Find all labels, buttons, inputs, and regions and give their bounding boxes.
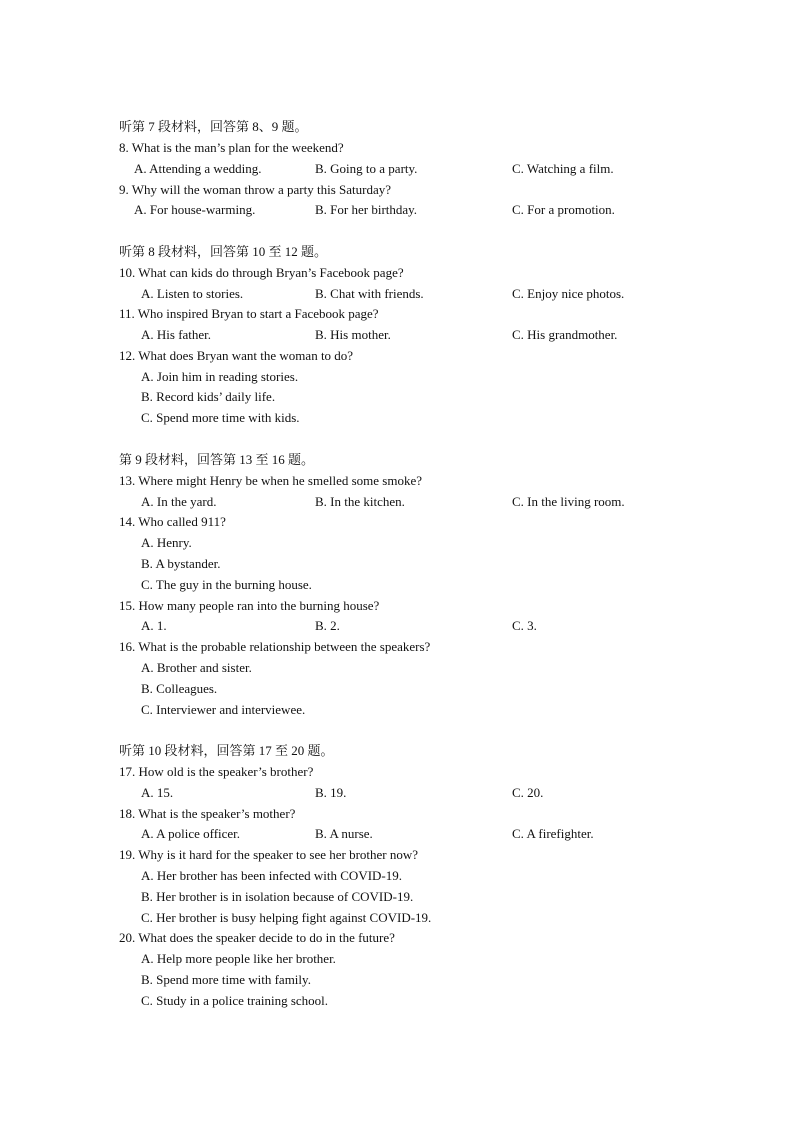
question-text: 20. What does the speaker decide to do in the future? (119, 930, 395, 945)
option-row (0, 200, 794, 220)
option-b: B. Chat with friends. (315, 286, 424, 301)
question-stem (0, 845, 794, 865)
option-b: B. A nurse. (315, 826, 373, 841)
option-a: A. In the yard. (141, 494, 217, 509)
option-c: C. 20. (512, 785, 544, 800)
question-text: 11. Who inspired Bryan to start a Facebook page? (119, 306, 379, 321)
question-stem (0, 180, 794, 200)
section-heading (0, 117, 794, 137)
option-row (0, 325, 794, 345)
option-row (0, 908, 794, 928)
option-c: C. In the living room. (512, 494, 625, 509)
option-a: A. His father. (141, 327, 212, 342)
option-a: A. A police officer. (141, 826, 241, 841)
option-row (0, 387, 794, 407)
option-row (0, 575, 794, 595)
option-b: B. 19. (315, 785, 347, 800)
question-text: 19. Why is it hard for the speaker to see her brother now? (119, 847, 419, 862)
section-heading (0, 242, 794, 262)
option-c: C. Interviewer and interviewee. (141, 702, 306, 717)
option-row (0, 783, 794, 803)
question-stem (0, 471, 794, 491)
option-a: A. 15. (141, 785, 174, 800)
option-c: C. His grandmother. (512, 327, 618, 342)
option-row (0, 949, 794, 969)
question-text: 12. What does Bryan want the woman to do? (119, 348, 354, 363)
option-row (0, 970, 794, 990)
section-heading (0, 741, 794, 761)
section-heading-text: 听第 7 段材料，回答第 8、9 题。 (119, 119, 308, 134)
option-b: B. Going to a party. (315, 161, 418, 176)
question-stem (0, 346, 794, 366)
option-a: A. 1. (141, 618, 167, 633)
option-row (0, 887, 794, 907)
question-stem (0, 928, 794, 948)
option-b: B. Record kids’ daily life. (141, 389, 276, 404)
option-row (0, 367, 794, 387)
option-b: B. Colleagues. (141, 681, 218, 696)
option-b: B. Her brother is in isolation because of COVID-19. (141, 889, 414, 904)
option-row (0, 284, 794, 304)
question-stem (0, 596, 794, 616)
option-row (0, 533, 794, 553)
question-stem (0, 637, 794, 657)
question-text: 13. Where might Henry be when he smelled some smoke? (119, 473, 423, 488)
question-text: 10. What can kids do through Bryan’s Facebook page? (119, 265, 404, 280)
option-c: C. For a promotion. (512, 202, 615, 217)
option-row (0, 679, 794, 699)
option-row (0, 824, 794, 844)
option-row (0, 866, 794, 886)
option-c: C. 3. (512, 618, 537, 633)
question-text: 18. What is the speaker’s mother? (119, 806, 296, 821)
option-c: C. Spend more time with kids. (141, 410, 300, 425)
option-a: A. Attending a wedding. (134, 161, 262, 176)
option-a: A. Help more people like her brother. (141, 951, 336, 966)
option-c: C. A firefighter. (512, 826, 594, 841)
option-a: A. Brother and sister. (141, 660, 252, 675)
option-b: B. In the kitchen. (315, 494, 405, 509)
option-b: B. 2. (315, 618, 340, 633)
question-stem (0, 762, 794, 782)
question-text: 17. How old is the speaker’s brother? (119, 764, 314, 779)
option-b: B. Spend more time with family. (141, 972, 311, 987)
option-a: A. For house-warming. (134, 202, 256, 217)
question-stem (0, 263, 794, 283)
section-heading-text: 听第 10 段材料，回答第 17 至 20 题。 (119, 743, 334, 758)
option-c: C. The guy in the burning house. (141, 577, 312, 592)
option-a: A. Join him in reading stories. (141, 369, 299, 384)
question-text: 15. How many people ran into the burning house? (119, 598, 380, 613)
section-heading (0, 450, 794, 470)
option-c: C. Her brother is busy helping fight against COVID-19. (141, 910, 432, 925)
option-a: A. Her brother has been infected with COVID-19. (141, 868, 403, 883)
option-c: C. Enjoy nice photos. (512, 286, 625, 301)
option-row (0, 658, 794, 678)
option-b: B. His mother. (315, 327, 391, 342)
option-c: C. Watching a film. (512, 161, 614, 176)
option-row (0, 159, 794, 179)
option-b: B. A bystander. (141, 556, 221, 571)
question-text: 14. Who called 911? (119, 514, 226, 529)
option-row (0, 616, 794, 636)
option-b: B. For her birthday. (315, 202, 418, 217)
option-row (0, 991, 794, 1011)
question-text: 9. Why will the woman throw a party this Saturday? (119, 182, 391, 197)
option-row (0, 700, 794, 720)
question-text: 8. What is the man’s plan for the weekend? (119, 140, 344, 155)
section-heading-text: 听第 8 段材料，回答第 10 至 12 题。 (119, 244, 328, 259)
question-stem (0, 138, 794, 158)
option-row (0, 492, 794, 512)
question-text: 16. What is the probable relationship between the speakers? (119, 639, 431, 654)
question-stem (0, 804, 794, 824)
option-a: A. Listen to stories. (141, 286, 244, 301)
option-row (0, 554, 794, 574)
option-a: A. Henry. (141, 535, 192, 550)
option-row (0, 408, 794, 428)
question-stem (0, 304, 794, 324)
option-c: C. Study in a police training school. (141, 993, 329, 1008)
section-heading-text: 第 9 段材料，回答第 13 至 16 题。 (119, 452, 315, 467)
question-stem (0, 512, 794, 532)
